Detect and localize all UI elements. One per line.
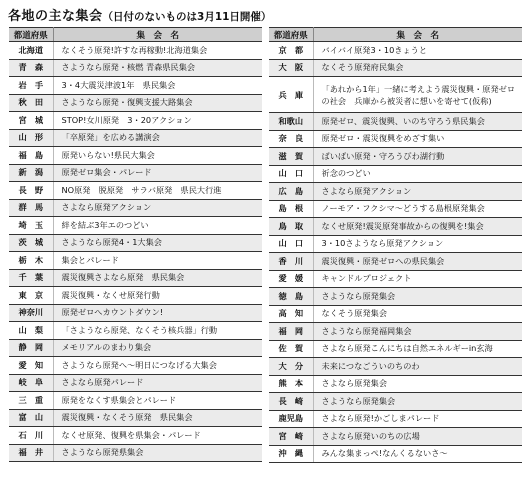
rally-name-cell: 原発ゼロ・震災復興をめざす集い bbox=[313, 130, 522, 148]
rally-name-cell: ばいばい原発・守ろうびわ湖行動 bbox=[313, 148, 522, 166]
rally-name-cell: さようなら原発4・1大集会 bbox=[53, 234, 262, 252]
prefecture-cell: 新 潟 bbox=[9, 164, 53, 182]
table-row bbox=[9, 322, 262, 340]
prefecture-cell: 福 岡 bbox=[269, 323, 313, 341]
column-header-rally-name: 集 会 名 bbox=[53, 28, 262, 42]
prefecture-cell: 山 形 bbox=[9, 129, 53, 147]
rallies-table-left bbox=[9, 27, 262, 462]
rally-name-cell: 震災復興・なくせ原発行動 bbox=[53, 287, 262, 305]
rally-name-cell: 原発いらない!県民大集会 bbox=[53, 147, 262, 165]
rally-name-cell: 震災復興・原発ゼロへの県民集会 bbox=[313, 253, 522, 271]
table-row bbox=[9, 252, 262, 270]
table-row bbox=[269, 113, 522, 131]
table-row bbox=[269, 323, 522, 341]
table-header-row bbox=[9, 28, 262, 42]
prefecture-cell: 広 島 bbox=[269, 183, 313, 201]
rally-name-cell: さよなら原発アクション bbox=[53, 199, 262, 217]
rally-name-cell: さようなら原発・復興支援大路集会 bbox=[53, 94, 262, 112]
prefecture-cell: 栃 木 bbox=[9, 252, 53, 270]
table-row bbox=[9, 392, 262, 410]
rally-name-cell: 「さようなら原発、なくそう核兵器」行動 bbox=[53, 322, 262, 340]
prefecture-cell: 千 葉 bbox=[9, 269, 53, 287]
title-note: （日付のないものは3月11日開催） bbox=[102, 11, 272, 23]
prefecture-cell: 鳥 取 bbox=[269, 218, 313, 236]
rally-name-cell: 絆を結ぶ3年エのつどい bbox=[53, 217, 262, 235]
table-row bbox=[9, 129, 262, 147]
prefecture-cell: 福 島 bbox=[9, 147, 53, 165]
prefecture-cell: 高 知 bbox=[269, 305, 313, 323]
table-row bbox=[269, 59, 522, 77]
rallies-table-right bbox=[269, 27, 522, 463]
rally-name-cell: さようなら原発集会 bbox=[313, 393, 522, 411]
rally-name-cell: さよなら原発集会 bbox=[313, 375, 522, 393]
prefecture-cell: 福 井 bbox=[9, 444, 53, 462]
column-header-prefecture: 都道府県 bbox=[269, 28, 313, 42]
rally-name-cell: さよなら原発アクション bbox=[313, 183, 522, 201]
rally-name-cell: 「卒原発」を広める講演会 bbox=[53, 129, 262, 147]
prefecture-cell: 宮 崎 bbox=[269, 428, 313, 446]
table-row bbox=[9, 77, 262, 95]
table-row bbox=[9, 269, 262, 287]
rally-name-cell: さようなら原発福岡集会 bbox=[313, 323, 522, 341]
column-header-rally-name: 集 会 名 bbox=[313, 28, 522, 42]
title-main: 各地の主な集会 bbox=[8, 9, 103, 24]
table-row bbox=[269, 288, 522, 306]
rally-name-cell: バイバイ原発3・10きょうと bbox=[313, 42, 522, 60]
table-row bbox=[269, 148, 522, 166]
table-row bbox=[9, 199, 262, 217]
prefecture-cell: 和歌山 bbox=[269, 113, 313, 131]
prefecture-cell: 東 京 bbox=[9, 287, 53, 305]
prefecture-cell: 岩 手 bbox=[9, 77, 53, 95]
rally-name-cell: さようなら原発・核燃 青森県民集会 bbox=[53, 59, 262, 77]
table-row bbox=[9, 339, 262, 357]
table-row bbox=[269, 270, 522, 288]
rally-name-cell: 3・4大震災津波1年 県民集会 bbox=[53, 77, 262, 95]
table-row bbox=[269, 305, 522, 323]
table-row bbox=[269, 218, 522, 236]
table-row bbox=[269, 235, 522, 253]
rally-name-cell: 原発をなくす県集会とパレード bbox=[53, 392, 262, 410]
table-row bbox=[9, 357, 262, 375]
prefecture-cell: 群 馬 bbox=[9, 199, 53, 217]
prefecture-cell: 大 分 bbox=[269, 358, 313, 376]
table-row bbox=[269, 375, 522, 393]
table-row bbox=[269, 253, 522, 271]
table-row bbox=[9, 217, 262, 235]
rally-name-cell: ノーモア・フクシマ～どうする島根原発集会 bbox=[313, 200, 522, 218]
rally-name-cell: メモリアルのまわり集会 bbox=[53, 339, 262, 357]
prefecture-cell: 京 都 bbox=[269, 42, 313, 60]
rally-name-cell: 「あれから1年」一緒に考えよう震災復興・原発ゼロの社会 兵庫から被災者に想いを寄せて(仮称) bbox=[313, 77, 522, 113]
prefecture-cell: 三 重 bbox=[9, 392, 53, 410]
prefecture-cell: 愛 知 bbox=[9, 357, 53, 375]
table-row bbox=[9, 427, 262, 445]
prefecture-cell: 岐 阜 bbox=[9, 374, 53, 392]
prefecture-cell: 長 野 bbox=[9, 182, 53, 200]
rally-name-cell: 原発ゼロ集会・パレード bbox=[53, 164, 262, 182]
prefecture-cell: 埼 玉 bbox=[9, 217, 53, 235]
prefecture-cell: 富 山 bbox=[9, 409, 53, 427]
prefecture-cell: 茨 城 bbox=[9, 234, 53, 252]
prefecture-cell: 北海道 bbox=[9, 42, 53, 60]
table-row bbox=[9, 42, 262, 60]
table-row bbox=[269, 200, 522, 218]
table-row bbox=[269, 42, 522, 60]
prefecture-cell: 熊 本 bbox=[269, 375, 313, 393]
table-row bbox=[269, 340, 522, 358]
table-row bbox=[269, 130, 522, 148]
prefecture-cell: 神奈川 bbox=[9, 304, 53, 322]
prefecture-cell: 徳 島 bbox=[269, 288, 313, 306]
rally-name-cell: なくそう原発府民集会 bbox=[313, 59, 522, 77]
table-row bbox=[9, 94, 262, 112]
prefecture-cell: 香 川 bbox=[269, 253, 313, 271]
column-header-prefecture: 都道府県 bbox=[9, 28, 53, 42]
prefecture-cell: 静 岡 bbox=[9, 339, 53, 357]
table-row bbox=[269, 358, 522, 376]
rally-name-cell: さよなら原発パレード bbox=[53, 374, 262, 392]
prefecture-cell: 愛 媛 bbox=[269, 270, 313, 288]
prefecture-cell: 秋 田 bbox=[9, 94, 53, 112]
table-row bbox=[9, 374, 262, 392]
prefecture-cell: 兵 庫 bbox=[269, 77, 313, 113]
rally-name-cell: 震災復興・なくそう原発 県民集会 bbox=[53, 409, 262, 427]
table-row bbox=[269, 445, 522, 463]
table-row bbox=[9, 234, 262, 252]
prefecture-cell: 鹿児島 bbox=[269, 410, 313, 428]
prefecture-cell: 奈 良 bbox=[269, 130, 313, 148]
prefecture-cell: 島 根 bbox=[269, 200, 313, 218]
table-row bbox=[9, 182, 262, 200]
rally-name-cell: STOP!女川原発 3・20アクション bbox=[53, 112, 262, 130]
rally-name-cell: 祈念のつどい bbox=[313, 165, 522, 183]
rally-name-cell: 原発ゼロ、震災復興、いのち守ろう県民集会 bbox=[313, 113, 522, 131]
prefecture-cell: 沖 縄 bbox=[269, 445, 313, 463]
prefecture-cell: 長 崎 bbox=[269, 393, 313, 411]
table-row bbox=[269, 165, 522, 183]
table-row bbox=[9, 147, 262, 165]
prefecture-cell: 山 梨 bbox=[9, 322, 53, 340]
rally-name-cell: 震災復興さよなら原発 県民集会 bbox=[53, 269, 262, 287]
prefecture-cell: 青 森 bbox=[9, 59, 53, 77]
rally-name-cell: なくせ原発!震災原発事故からの復興を!集会 bbox=[313, 218, 522, 236]
table-row bbox=[269, 410, 522, 428]
table-row bbox=[269, 393, 522, 411]
rally-name-cell: キャンドルプロジェクト bbox=[313, 270, 522, 288]
prefecture-cell: 山 口 bbox=[269, 235, 313, 253]
table-body-right bbox=[269, 42, 522, 463]
rally-name-cell: 原発ゼロへカウントダウン! bbox=[53, 304, 262, 322]
prefecture-cell: 宮 城 bbox=[9, 112, 53, 130]
rally-name-cell: なくせ原発、復興を県集会・パレード bbox=[53, 427, 262, 445]
rally-name-cell: 集会とパレード bbox=[53, 252, 262, 270]
prefecture-cell: 石 川 bbox=[9, 427, 53, 445]
rally-name-cell: さよなら原発こんにちは自然エネルギーin玄海 bbox=[313, 340, 522, 358]
table-row bbox=[9, 444, 262, 462]
rally-name-cell: さようなら原発県集会 bbox=[53, 444, 262, 462]
table-row bbox=[9, 112, 262, 130]
table-row bbox=[269, 183, 522, 201]
prefecture-cell: 滋 賀 bbox=[269, 148, 313, 166]
table-row bbox=[9, 59, 262, 77]
prefecture-cell: 佐 賀 bbox=[269, 340, 313, 358]
rally-name-cell: なくそう原発集会 bbox=[313, 305, 522, 323]
prefecture-cell: 山 口 bbox=[269, 165, 313, 183]
table-row bbox=[9, 304, 262, 322]
rally-name-cell: さよなら原発!かごしまパレード bbox=[313, 410, 522, 428]
table-row bbox=[9, 164, 262, 182]
table-header-row bbox=[269, 28, 522, 42]
rally-name-cell: さようなら原発集会 bbox=[313, 288, 522, 306]
rally-name-cell: さようなら原発へ～明日につなげる大集会 bbox=[53, 357, 262, 375]
table-row bbox=[9, 287, 262, 305]
prefecture-cell: 大 阪 bbox=[269, 59, 313, 77]
rally-name-cell: NO原発 脱原発 サラバ原発 県民大行進 bbox=[53, 182, 262, 200]
rally-name-cell: 3・10さようなら原発アクション bbox=[313, 235, 522, 253]
rally-name-cell: 未来につなごういのちのわ bbox=[313, 358, 522, 376]
page-title bbox=[8, 6, 271, 24]
table-row bbox=[269, 428, 522, 446]
rally-name-cell: みんな集まっぺ!なんくるないさ～ bbox=[313, 445, 522, 463]
rally-name-cell: なくそう原発!許すな再稼動!北海道集会 bbox=[53, 42, 262, 60]
rally-name-cell: さよなら原発いのちの広場 bbox=[313, 428, 522, 446]
table-body-left bbox=[9, 42, 262, 462]
table-row bbox=[9, 409, 262, 427]
table-row bbox=[269, 77, 522, 113]
